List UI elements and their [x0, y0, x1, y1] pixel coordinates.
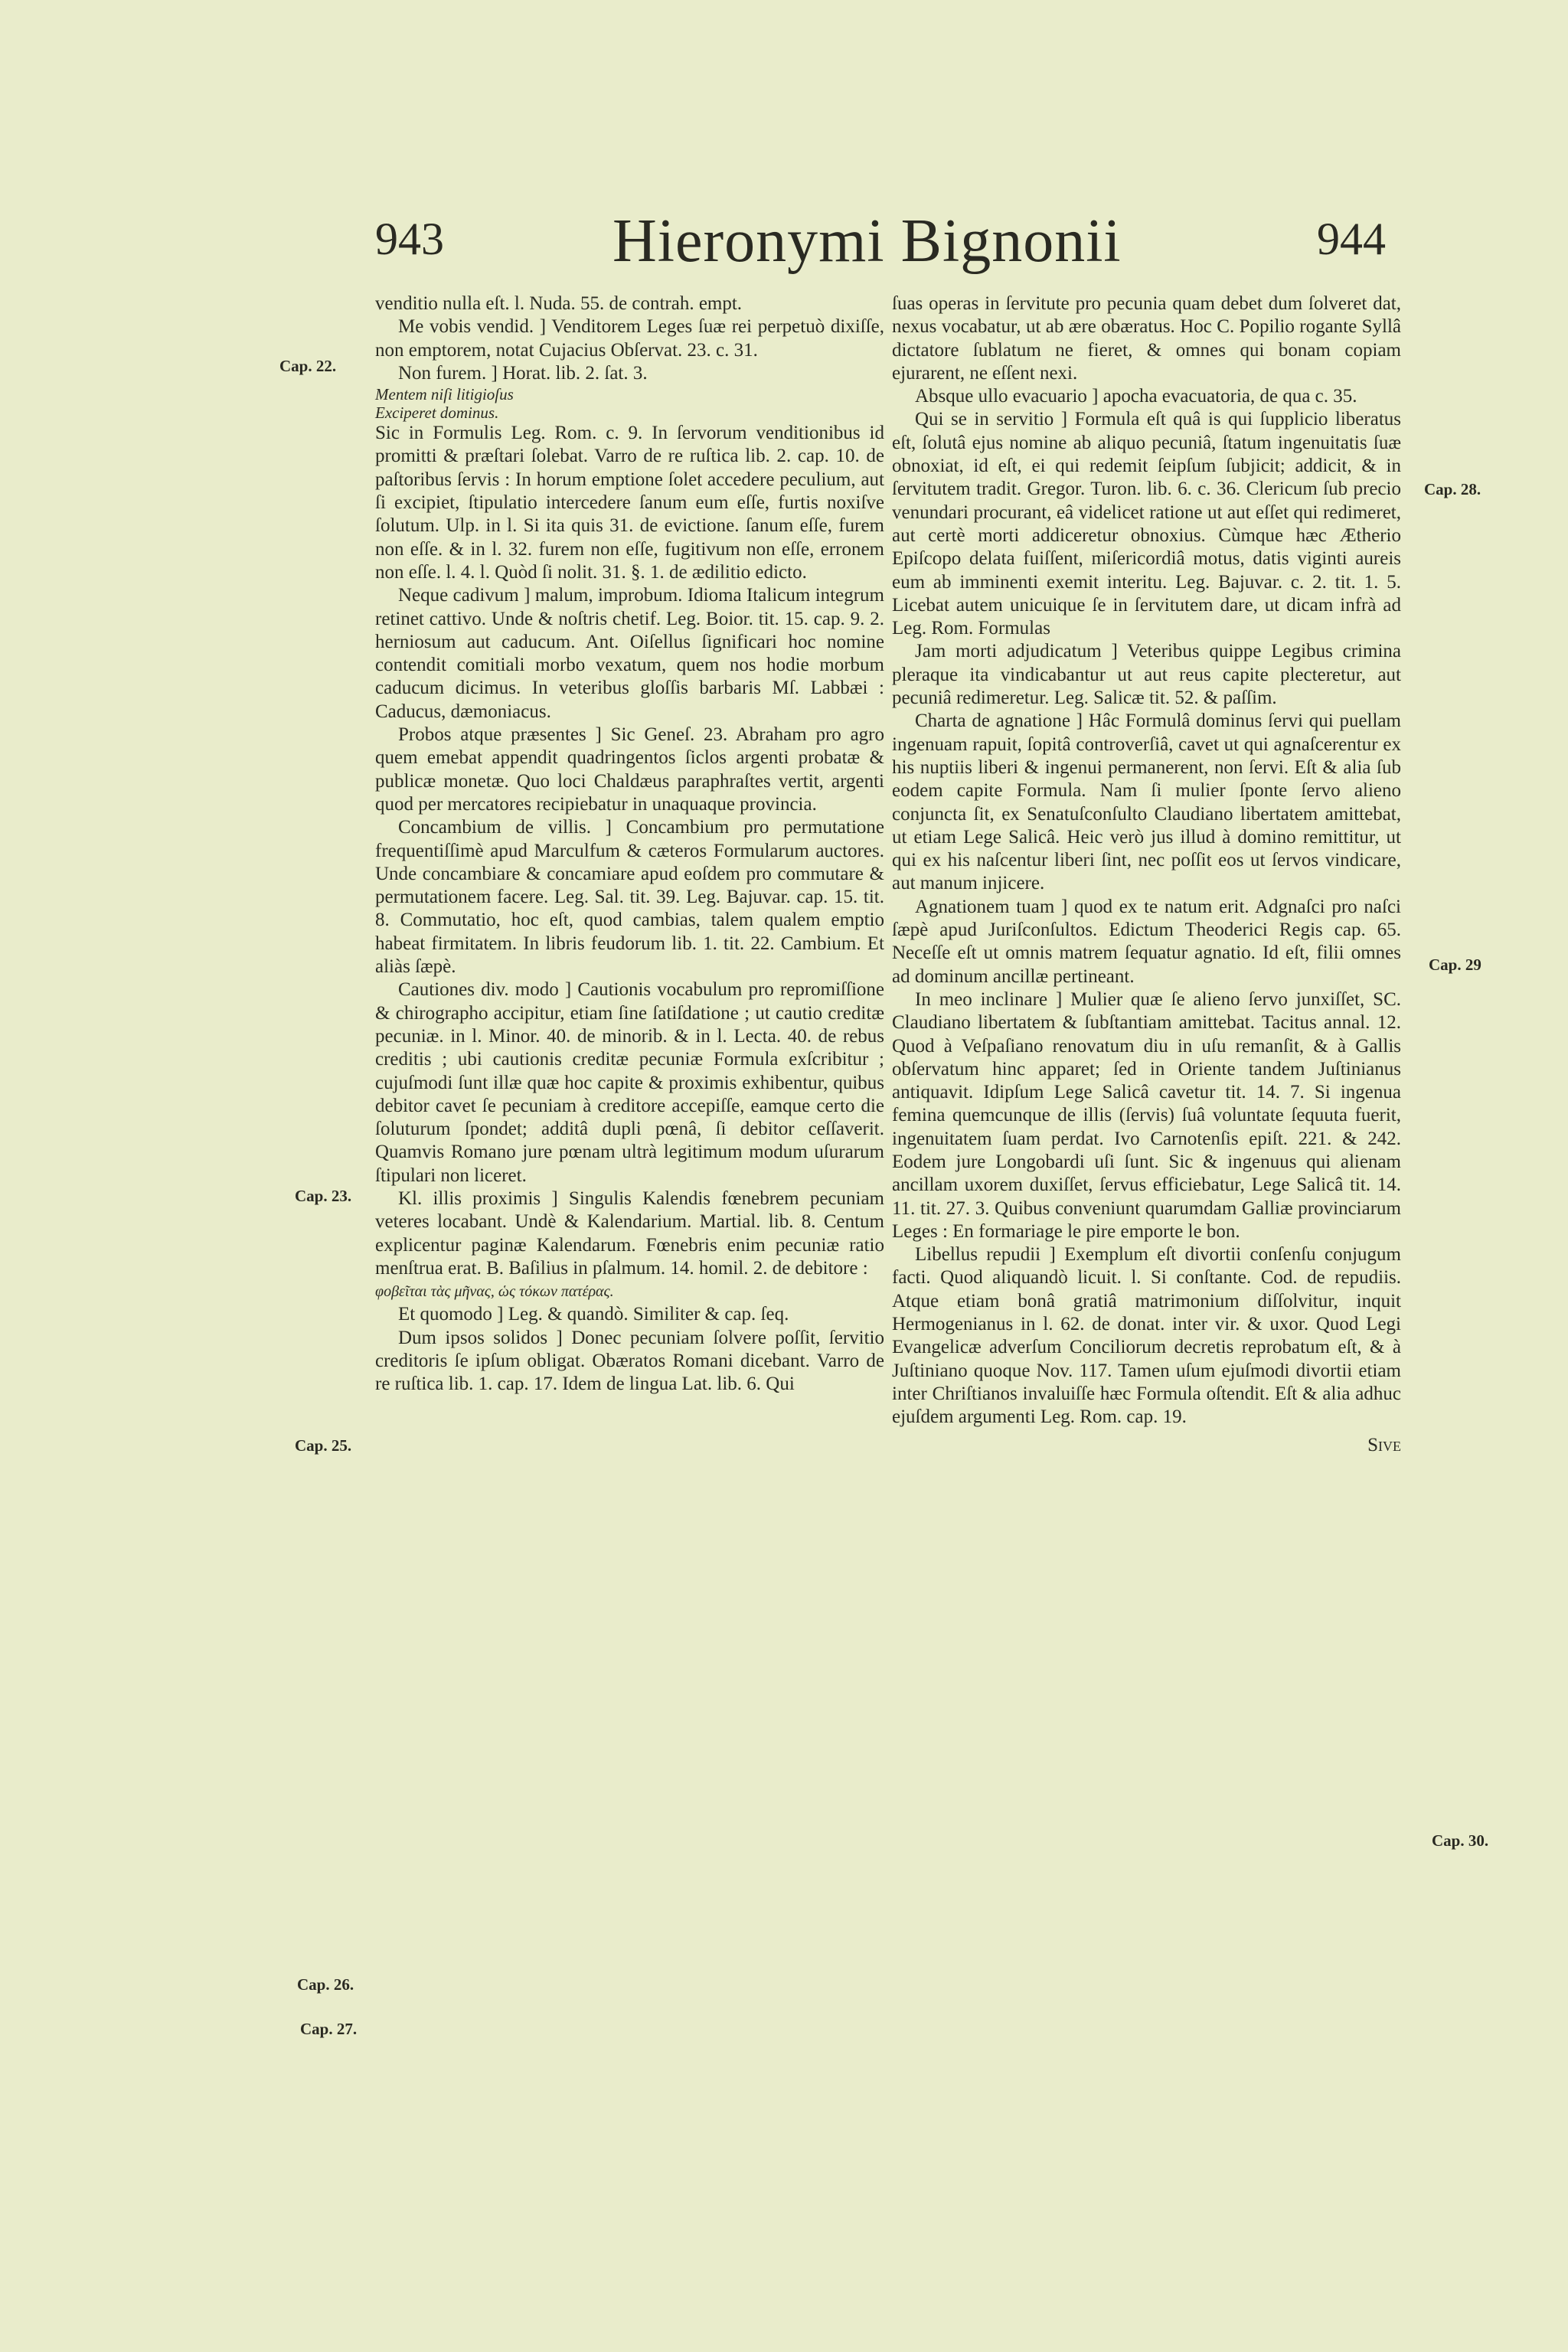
paragraph: Absque ullo evacuario ] apocha evacuatoria, de qua c. 35. [915, 386, 1357, 407]
page-number-right: 944 [1317, 214, 1386, 264]
paragraph: Qui se in servitio ] Formula eſt quâ is qui ſupplicio liberatus eſt, ſolutâ ejus nomine ab aliquo pecuniâ, ſtatum ingenuitatis ſuæ obnoxiat, id eſt, ei qui redemit ſeipſum ſubjicit; addicit, & in ſervitutem tradit. Gregor. Turon. lib. 6. c. 36. Clericum ſub precio venundari procurant, eâ videlicet ratione ut aut eſſet qui redimeret, aut certè morti addiceretur obnoxius. Cùmque hæc Ætherio Epiſcopo delata fuiſſent, miſericordiâ motus, datis viginti aureis eum ab imminenti exemit interitu. Leg. Bajuvar. c. 2. tit. 1. 5. Licebat autem unicuique ſe in ſervitutem dare, ut dicam infrà ad Leg. Rom. Formulas [892, 409, 1401, 639]
margin-note: Cap. 30. [1432, 1831, 1489, 1850]
right-column [892, 292, 1401, 1457]
paragraph: In meo inclinare ] Mulier quæ ſe alieno ſervo junxiſſet, SC. Claudiano libertatem & ſubſtantiam amittebat. Tacitus annal. 12. Quod à Veſpaſiano renovatum diu in uſu remanſit, & à Gallis obſervatum hinc apparet; ſed in Oriente tandem Juſtinianus antiquavit. Idipſum Lege Salicâ cavetur tit. 14. 7. Si ingenua femina quemcunque de illis (ſervis) ſuâ voluntate ſequuta fuerit, ingenuitatem ſuam perdat. Ivo Carnotenſis epiſt. 221. & 242. Eodem jure Longobardi uſi ſunt. Sic & ingenuus qui alienam ancillam uxorem duxiſſet, ſervus efficiebatur, Lege Salicâ tit. 14. 11. tit. 27. 3. Quibus conveniunt quarumdam Galliæ provinciarum Leges : En formariage le pire emporte le bon. [892, 988, 1401, 1242]
paragraph: Jam morti adjudicatum ] Veteribus quippe Legibus crimina pleraque ita vindicabantur ut aut reus capite plecteretur, aut pecuniâ redimeretur. Leg. Salicæ tit. 52. & paſſim. [892, 641, 1401, 709]
margin-note: Cap. 23. [295, 1187, 352, 1205]
paragraph: Et quomodo ] Leg. & quandò. Similiter & cap. ſeq. [398, 1304, 789, 1325]
margin-note: Cap. 29 [1429, 956, 1481, 974]
paragraph: Sic in Formulis Leg. Rom. c. 9. In ſervorum venditionibus id promitti & præſtari ſolebat. Varro de re ruſtica lib. 2. cap. 10. de paſtoribus ſervis : In horum emptione ſolet accedere peculium, aut ſi excipiet, ſtipulatio intercedere ſanum eum eſſe, furtis noxiſve ſolutum. Ulp. in l. Si ita quis 31. de evictione. ſanum eſſe, furem non eſſe. & in l. 32. furem non eſſe, fugitivum non eſſe, erronem non eſſe. l. 4. l. Quòd ſi nolit. 31. §. 1. de ædilitio edicto. [375, 423, 884, 583]
paragraph: venditio nulla eſt. l. Nuda. 55. de contrah. empt. [375, 293, 743, 314]
paragraph: Mentem niſi litigioſus [375, 385, 514, 404]
left-column [375, 292, 884, 1396]
paragraph: Me vobis vendid. ] Venditorem Leges ſuæ rei perpetuò dixiſſe, non emptorem, notat Cujacius Obſervat. 23. c. 31. [375, 316, 884, 361]
margin-note: Cap. 22. [279, 357, 337, 375]
paragraph: Agnationem tuam ] quod ex te natum erit. Adgnaſci pro naſci ſæpè apud Juriſconſultos. Edictum Theoderici Regis cap. 65. Neceſſe eſt ut omnis matrem ſequatur agnatio. Id eſt, filii omnes ad dominum ancillæ pertineant. [892, 896, 1401, 987]
margin-note: Cap. 28. [1424, 480, 1481, 498]
paragraph: Concambium de villis. ] Concambium pro permutatione frequentiſſimè apud Marculfum & cæteros Formularum auctores. Unde concambiare & concamiare apud eoſdem pro commutare & permutationem facere. Leg. Sal. tit. 39. Leg. Bajuvar. cap. 15. tit. 8. Commutatio, hoc eſt, quod cambias, talem qualem emptio habeat firmitatem. In libris feudorum lib. 1. tit. 22. Cambium. Et aliàs ſæpè. [375, 817, 884, 978]
page-header [0, 207, 1568, 276]
paragraph: Dum ipsos solidos ] Donec pecuniam ſolvere poſſit, ſervitio creditoris ſe ipſum obligat. Obæratos Romani dicebant. Varro de re ruſtica lib. 1. cap. 17. Idem de lingua Lat. lib. 6. Qui [375, 1327, 884, 1395]
paragraph: Cautiones div. modo ] Cautionis vocabulum pro repromiſſione & chirographo accipitur, etiam ſine ſatiſdatione ; ut cautio creditæ pecuniæ. in l. Minor. 40. de minorib. & in l. Lecta. 40. de rebus creditis ; ubi cautionis creditæ pecuniæ Formula exſcribitur ; cujuſmodi ſunt illæ quæ hoc capite & proximis exhibentur, quibus debitor cavet ſe pecuniam à creditore accepiſſe, eamque certo die ſoluturum ſpondet; additâ dupli pœnâ, ſi debitor ceſſaverit. Quamvis Romano jure pœnam ultrà legitimum modum uſurarum ſtipulari non liceret. [375, 979, 884, 1186]
page-number-left: 943 [375, 214, 444, 264]
paragraph: Libellus repudii ] Exemplum eſt divortii conſenſu conjugum facti. Quod aliquandò licuit. l. Si conſtante. Cod. de repudiis. Atque etiam bonâ gratiâ matrimonium diſſolvitur, inquit Hermogenianus in l. 62. de donat. inter vir. & uxor. Quod Legi Evangelicæ adverſum Conciliorum decretis reprobatum eſt, & à Juſtiniano quoque Nov. 117. Tamen uſum ejuſmodi divortii etiam inter Chriſtianos invaluiſſe hæc Formula oſtendit. Eſt & alia adhuc ejuſdem argumenti Leg. Rom. cap. 19. [892, 1244, 1401, 1428]
paragraph: φοβεῖται τὰς μῆνας, ὡς τόκων πατέρας. [375, 1283, 614, 1301]
paragraph: Charta de agnatione ] Hâc Formulâ dominus ſervi qui puellam ingenuam rapuit, ſopitâ controverſiâ, cavet ut qui agnaſcerentur ex his nuptiis liberi & ingenui permanerent, non ſervi. Eſt & alia ſub eodem capite Formula. Nam ſi mulier ſponte ſervo alieno conjuncta ſit, ex Senatuſconſulto Claudiano libertatem amittebat, ut etiam Lege Salicâ. Heic verò jus illud à domino remittitur, ut qui ex his naſcentur liberi ſint, nec poſſit eos ut ſervos vindicare, aut manum injicere. [892, 710, 1401, 894]
paragraph: Kl. illis proximis ] Singulis Kalendis fœnebrem pecuniam veteres locabant. Undè & Kalendarium. Martial. lib. 8. Centum explicentur paginæ Kalendarum. Fœnebris enim pecuniæ ratio menſtrua erat. B. Baſilius in pſalmum. 14. homil. 2. de debitore : [375, 1187, 884, 1279]
paragraph: Exciperet dominus. [375, 403, 499, 423]
paragraph: Neque cadivum ] malum, improbum. Idioma Italicum integrum retinet cattivo. Unde & noſtris chetif. Leg. Boior. tit. 15. cap. 9. 2. herniosum aut caducum. Ant. Oiſellus ſignificari hoc nomine contendit comitiali morbo vexatum, quem nos hodie morbum caducum dicimus. In veteribus gloſſis barbaris Mſ. Labbæi : Caducus, dæmoniacus. [375, 585, 884, 722]
margin-note: Cap. 26. [297, 1975, 354, 1994]
running-title: Hieronymi Bignonii [612, 207, 1122, 275]
margin-note: Cap. 25. [295, 1436, 352, 1455]
paragraph: Probos atque præsentes ] Sic Geneſ. 23. Abraham pro agro quem emebat appendit quadringentos ſiclos argenti probatæ & publicæ monetæ. Quo loci Chaldæus paraphraſtes vertit, argenti quod per mercatores recipiebatur in unaquaque provincia. [375, 724, 884, 815]
margin-note: Cap. 27. [300, 2020, 358, 2038]
paragraph: Non furem. ] Horat. lib. 2. ſat. 3. [398, 362, 648, 384]
paragraph: Sive [1367, 1434, 1401, 1455]
paragraph: ſuas operas in ſervitute pro pecunia quam debet dum ſolveret dat, nexus vocabatur, ut ab ære obæratus. Hoc C. Popilio rogante Syllâ dictatore ſublatum ne fieret, & omnes qui bonam copiam ejurarent, ne eſſent nexi. [892, 293, 1401, 384]
